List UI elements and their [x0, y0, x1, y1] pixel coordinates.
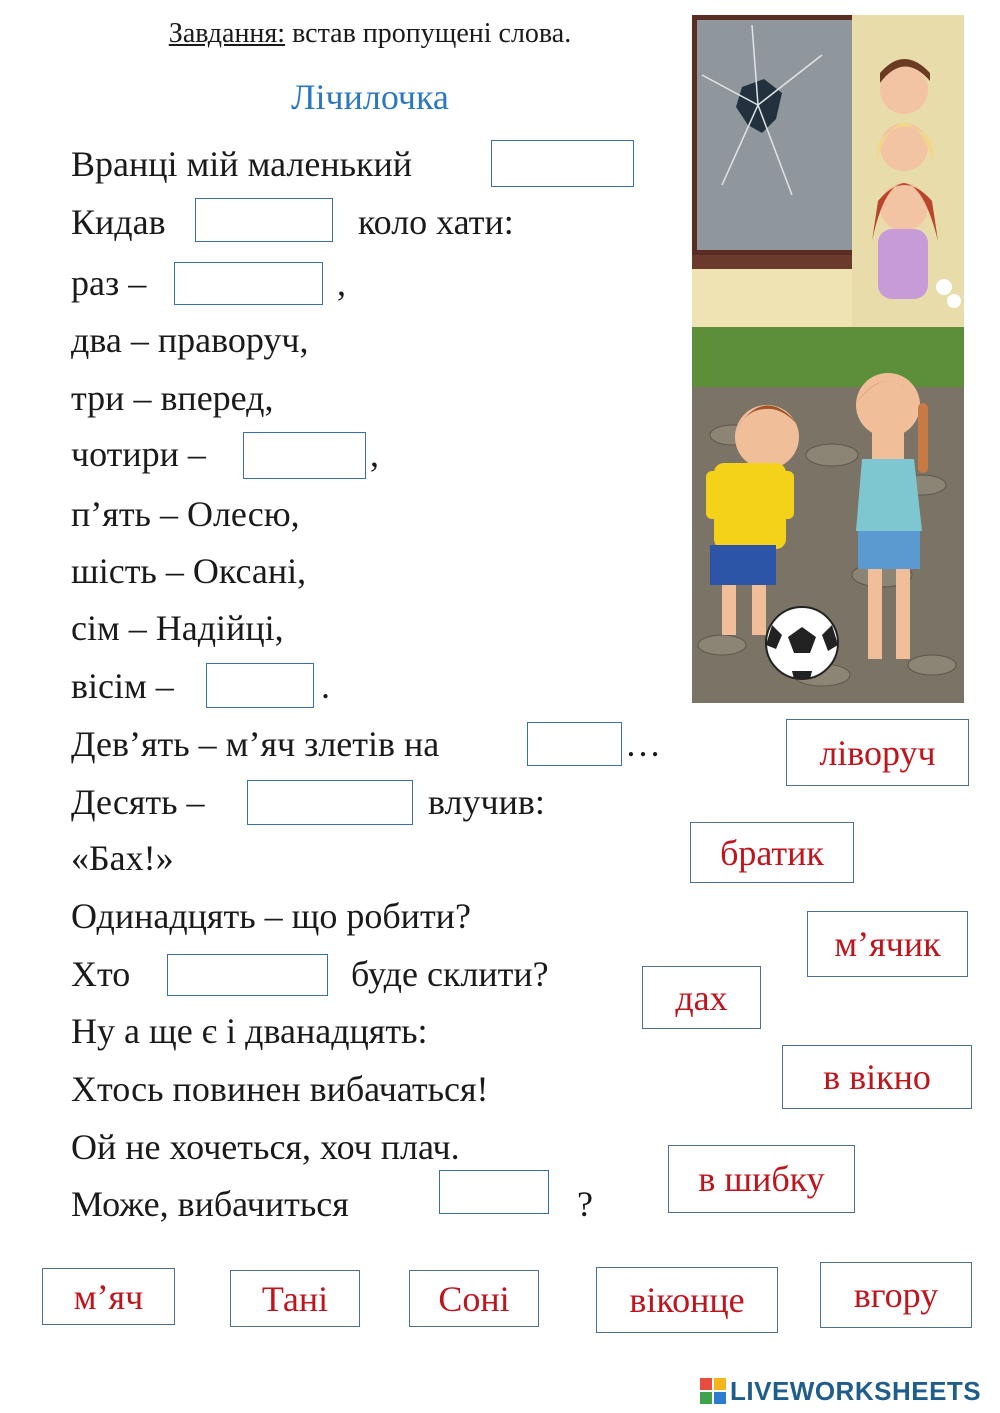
task-label: Завдання:	[168, 18, 286, 49]
answer-blank[interactable]	[439, 1170, 549, 1214]
poem-line: п’ять – Олесю,	[71, 494, 300, 534]
task-instruction	[0, 18, 740, 50]
poem-line: чотири – ,	[71, 432, 206, 476]
poem-line: Ну а ще є і дванадцять:	[71, 1011, 428, 1051]
illustration-children-broken-window	[692, 15, 964, 703]
poem-line: Хтось повинен вибачаться!	[71, 1069, 489, 1109]
word-card[interactable]: Соні	[409, 1270, 539, 1327]
poem-line: Хто буде склити?	[71, 954, 549, 994]
poem-line: Вранці мій маленький	[71, 142, 412, 186]
poem-line: шість – Оксані,	[71, 551, 307, 591]
poem-line: Одинадцять – що робити?	[71, 896, 471, 936]
task-text: встав пропущені слова.	[285, 18, 572, 49]
answer-blank[interactable]	[491, 140, 634, 187]
poem-line: Дев’ять – м’яч злетів на …	[71, 724, 661, 764]
word-card[interactable]: дах	[642, 966, 761, 1029]
poem-line: Може, вибачиться ?	[71, 1182, 349, 1226]
poem-line: сім – Надійці,	[71, 608, 284, 648]
poem-line: три – вперед,	[71, 378, 274, 418]
answer-blank[interactable]	[206, 663, 314, 708]
word-card[interactable]: вгору	[820, 1262, 972, 1328]
word-card[interactable]: м’яч	[42, 1268, 175, 1325]
poem-line: раз – ,	[71, 263, 346, 303]
poem-line: Ой не хочеться, хоч плач.	[71, 1127, 460, 1167]
word-card[interactable]: в шибку	[668, 1145, 855, 1213]
word-card[interactable]: братик	[690, 822, 854, 883]
word-card[interactable]: в вікно	[782, 1045, 972, 1109]
answer-blank[interactable]	[247, 780, 413, 825]
poem-line: Десять – влучив:	[71, 780, 205, 824]
word-card[interactable]: віконце	[596, 1267, 778, 1333]
liveworksheets-icon	[700, 1378, 726, 1404]
answer-blank[interactable]	[195, 198, 333, 242]
liveworksheets-logo	[700, 1375, 981, 1407]
poem-line: два – праворуч,	[71, 320, 309, 360]
poem-title: Лічилочка	[291, 77, 449, 117]
answer-blank[interactable]	[527, 722, 622, 766]
word-card[interactable]: ліворуч	[786, 719, 969, 786]
word-card[interactable]: м’ячик	[807, 911, 968, 977]
answer-blank[interactable]	[174, 262, 323, 305]
answer-blank[interactable]	[243, 432, 366, 479]
poem-line: Кидав коло хати:	[71, 200, 166, 244]
illustration-image	[692, 15, 964, 703]
logo-text: LIVEWORKSHEETS	[730, 1375, 982, 1406]
answer-blank[interactable]	[167, 954, 328, 996]
word-card[interactable]: Тані	[230, 1270, 360, 1327]
poem-line: вісім – .	[71, 664, 174, 708]
poem-line: «Бах!»	[71, 838, 174, 878]
